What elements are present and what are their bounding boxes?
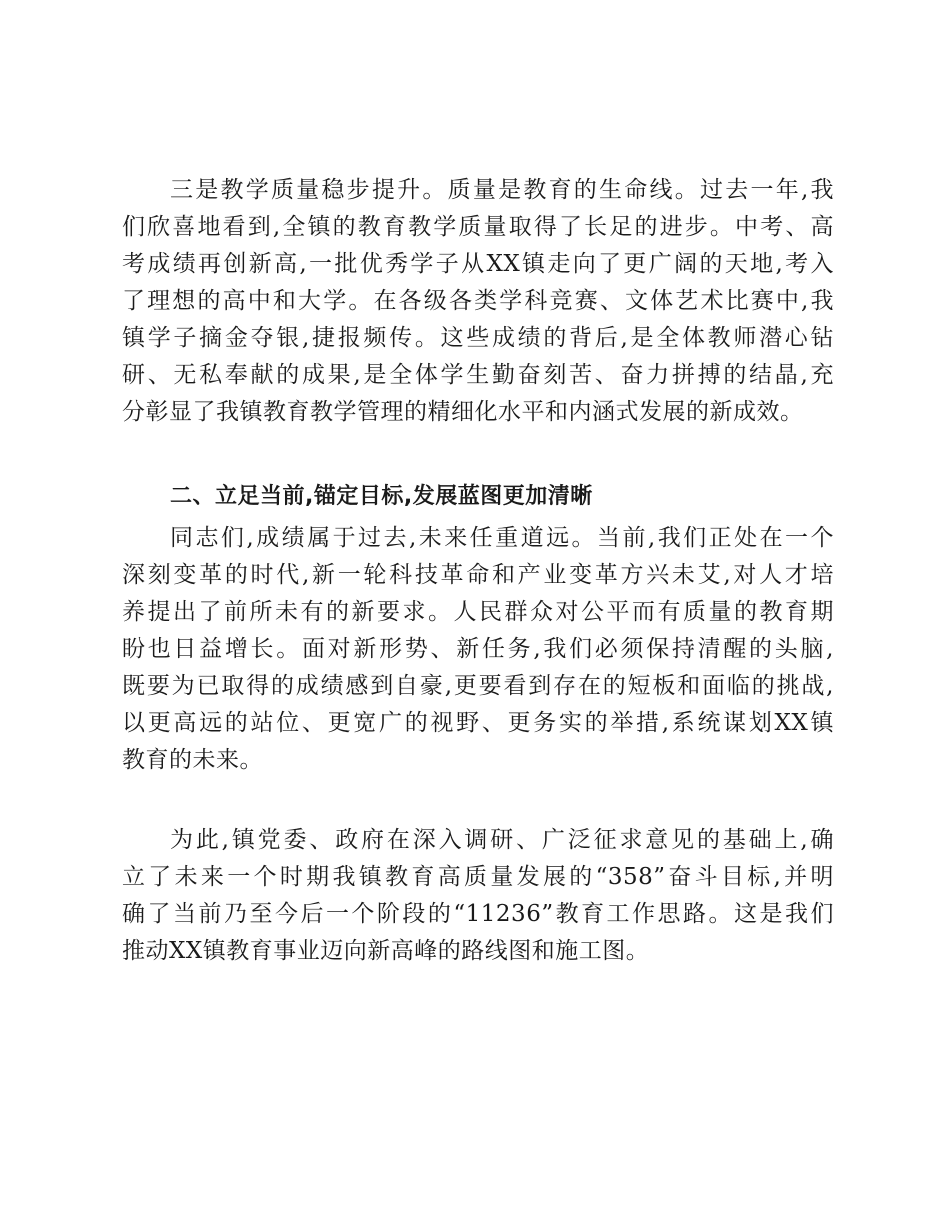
paragraph-goals — [122, 822, 834, 970]
paragraph-line: 深刻变革的时代,新一轮科技革命和产业变革方兴未艾,对人才培 — [122, 562, 834, 588]
paragraph-teaching-quality — [122, 172, 834, 431]
paragraph-line: 确了当前乃至今后一个阶段的“11236”教育工作思路。这是我们 — [122, 901, 834, 927]
section-heading-block — [122, 478, 834, 515]
paragraph-line: 推动XX镇教育事业迈向新高峰的路线图和施工图。 — [122, 938, 650, 964]
paragraph-line: 立了未来一个时期我镇教育高质量发展的“358”奋斗目标,并明 — [122, 864, 834, 890]
paragraph-line: 为此,镇党委、政府在深入调研、广泛征求意见的基础上,确 — [170, 827, 834, 853]
paragraph-line: 养提出了前所未有的新要求。人民群众对公平而有质量的教育期 — [122, 599, 834, 625]
section-heading: 二、立足当前,锚定目标,发展蓝图更加清晰 — [170, 484, 593, 509]
paragraph-line: 以更高远的站位、更宽广的视野、更务实的举措,系统谋划XX镇 — [122, 710, 834, 736]
paragraph-line: 既要为已取得的成绩感到自豪,更要看到存在的短板和面临的挑战, — [122, 673, 834, 699]
paragraph-line: 们欣喜地看到,全镇的教育教学质量取得了长足的进步。中考、高 — [122, 214, 834, 240]
paragraph-current-situation — [122, 520, 834, 779]
paragraph-line: 分彰显了我镇教育教学管理的精细化水平和内涵式发展的新成效。 — [122, 399, 804, 425]
paragraph-line: 教育的未来。 — [122, 747, 263, 773]
paragraph-line: 了理想的高中和大学。在各级各类学科竞赛、文体艺术比赛中,我 — [122, 288, 834, 314]
paragraph-line: 考成绩再创新高,一批优秀学子从XX镇走向了更广阔的天地,考入 — [122, 251, 834, 277]
paragraph-line: 研、无私奉献的成果,是全体学生勤奋刻苦、奋力拼搏的结晶,充 — [122, 362, 834, 388]
paragraph-line: 同志们,成绩属于过去,未来任重道远。当前,我们正处在一个 — [170, 525, 834, 551]
paragraph-line: 盼也日益增长。面对新形势、新任务,我们必须保持清醒的头脑, — [122, 636, 834, 662]
paragraph-line: 三是教学质量稳步提升。质量是教育的生命线。过去一年,我 — [170, 177, 834, 203]
paragraph-line: 镇学子摘金夺银,捷报频传。这些成绩的背后,是全体教师潜心钻 — [122, 325, 834, 351]
